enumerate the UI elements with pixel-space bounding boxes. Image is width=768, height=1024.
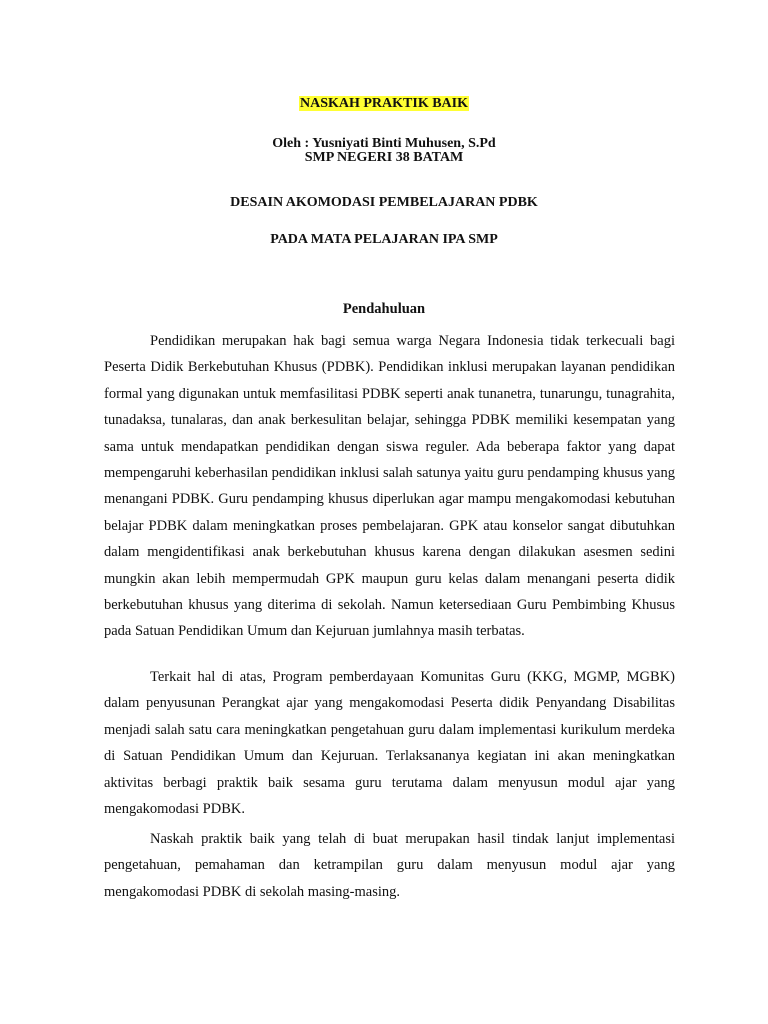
document-title: NASKAH PRAKTIK BAIK	[299, 96, 469, 111]
paragraph-2: Terkait hal di atas, Program pemberdayaan Komunitas Guru (KKG, MGMP, MGBK) dalam penyusunan Perangkat ajar yang mengakomodasi Peserta didik Penyandang Disabilitas menjadi salah satu cara meningkatkan pengetahuan guru dalam implementasi kurikulum merdeka di Satuan Pendidikan Umum dan Kejuruan. Terlaksananya kegiatan ini akan meningkatkan aktivitas berbagi praktik baik sesama guru terutama dalam menyusun modul ajar yang mengakomodasi PDBK.	[104, 669, 675, 818]
section-heading: Pendahuluan	[342, 301, 426, 317]
author-line: Oleh : Yusniyati Binti Muhusen, S.Pd	[272, 136, 496, 151]
subtitle-line-1: DESAIN AKOMODASI PEMBELAJARAN PDBK	[230, 195, 538, 210]
paragraph-1: Pendidikan merupakan hak bagi semua warga Negara Indonesia tidak terkecuali bagi Peserta Didik Berkebutuhan Khusus (PDBK). Pendidikan inklusi merupakan layanan pendidikan formal yang digunakan untuk memfasilitasi PDBK seperti anak tunanetra, tunarungu, tunagrahita, tunadaksa, tunalaras, dan anak berkesulitan belajar, sehingga PDBK memiliki kesempatan yang sama untuk mendapatkan pendidikan dengan siswa reguler. Ada beberapa faktor yang dapat mempengaruhi keberhasilan pendidikan inklusi salah satunya yaitu guru pendamping khusus yang menangani PDBK. Guru pendamping khusus diperlukan agar mampu mengakomodasi kebutuhan belajar PDBK dalam meningkatkan proses pembelajaran. GPK atau konselor sangat dibutuhkan dalam mengidentifikasi anak berkebutuhan khusus karena dengan dilakukan asesmen sedini mungkin akan lebih mempermudah GPK maupun guru kelas dalam menangani peserta didik berkebutuhan khusus yang diterima di sekolah. Namun ketersediaan Guru Pembimbing Khusus pada Satuan Pendidikan Umum dan Kejuruan jumlahnya masih terbatas.	[104, 333, 675, 640]
school-name: SMP NEGERI 38 BATAM	[304, 150, 464, 165]
document-title-line	[0, 96, 768, 112]
subtitle-line-2: PADA MATA PELAJARAN IPA SMP	[270, 232, 498, 247]
paragraph-3: Naskah praktik baik yang telah di buat merupakan hasil tindak lanjut implementasi pengetahuan, pemahaman dan ketrampilan guru dalam menyusun modul ajar yang mengakomodasi PDBK di sekolah masing-masing.	[104, 831, 675, 900]
